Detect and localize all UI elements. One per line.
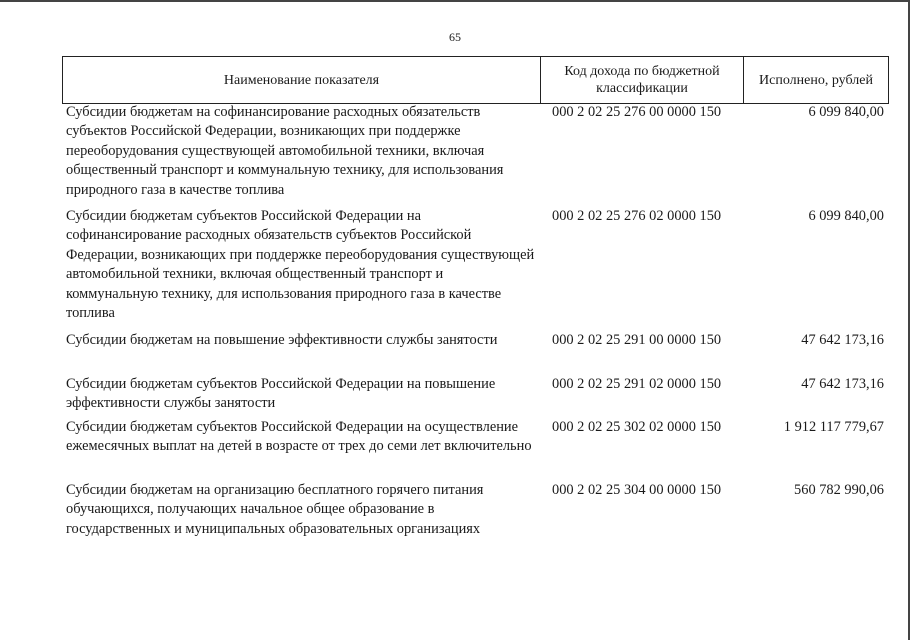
page-number: 65: [449, 30, 461, 44]
row-executed: 47 642 173,16: [801, 332, 884, 348]
row-code: 000 2 02 25 276 00 0000 150: [552, 104, 722, 120]
row-name: Субсидии бюджетам на софинансирование расходных обязательств субъектов Российской Федерации, возникающих при поддержке переоборудования существующей автомобильной техники, включая общественный транспорт и коммунальную технику, для использования природного газа в качестве топлива: [66, 104, 504, 198]
row-code: 000 2 02 25 304 00 0000 150: [552, 482, 722, 498]
row-name: Субсидии бюджетам субъектов Российской Федерации на софинансирование расходных обязательств субъектов Российской Федерации, возникающих при поддержке переоборудования существующей автомобильной техники, включая общественный транспорт и коммунальную технику, для использования природного газа в качестве топлива: [66, 208, 535, 322]
row-executed: 6 099 840,00: [808, 208, 884, 224]
row-executed: 47 642 173,16: [801, 376, 884, 392]
row-name: Субсидии бюджетам субъектов Российской Федерации на повышение эффективности службы занятости: [66, 376, 496, 412]
row-name: Субсидии бюджетам на повышение эффективности службы занятости: [66, 332, 498, 348]
header-name-column: Наименование показателя: [63, 57, 541, 103]
header-executed-column: Исполнено, рублей: [759, 72, 873, 88]
row-name: Субсидии бюджетам субъектов Российской Федерации на осуществление ежемесячных выплат на детей в возрасте от трех до семи лет включительно: [66, 419, 532, 455]
table-header: [62, 56, 889, 104]
row-executed: 6 099 840,00: [808, 104, 884, 120]
row-code: 000 2 02 25 276 02 0000 150: [552, 208, 722, 224]
row-executed: 560 782 990,06: [794, 482, 884, 498]
page-edge-top: [0, 0, 910, 2]
row-code: 000 2 02 25 302 02 0000 150: [552, 419, 722, 435]
row-name: Субсидии бюджетам на организацию бесплатного горячего питания обучающихся, получающих начальное общее образование в государственных и муниципальных образовательных организациях: [66, 482, 484, 537]
header-code-column: Код дохода по бюджетной классификации: [541, 57, 744, 103]
row-code: 000 2 02 25 291 02 0000 150: [552, 376, 722, 392]
row-executed: 1 912 117 779,67: [783, 419, 884, 435]
row-code: 000 2 02 25 291 00 0000 150: [552, 332, 722, 348]
